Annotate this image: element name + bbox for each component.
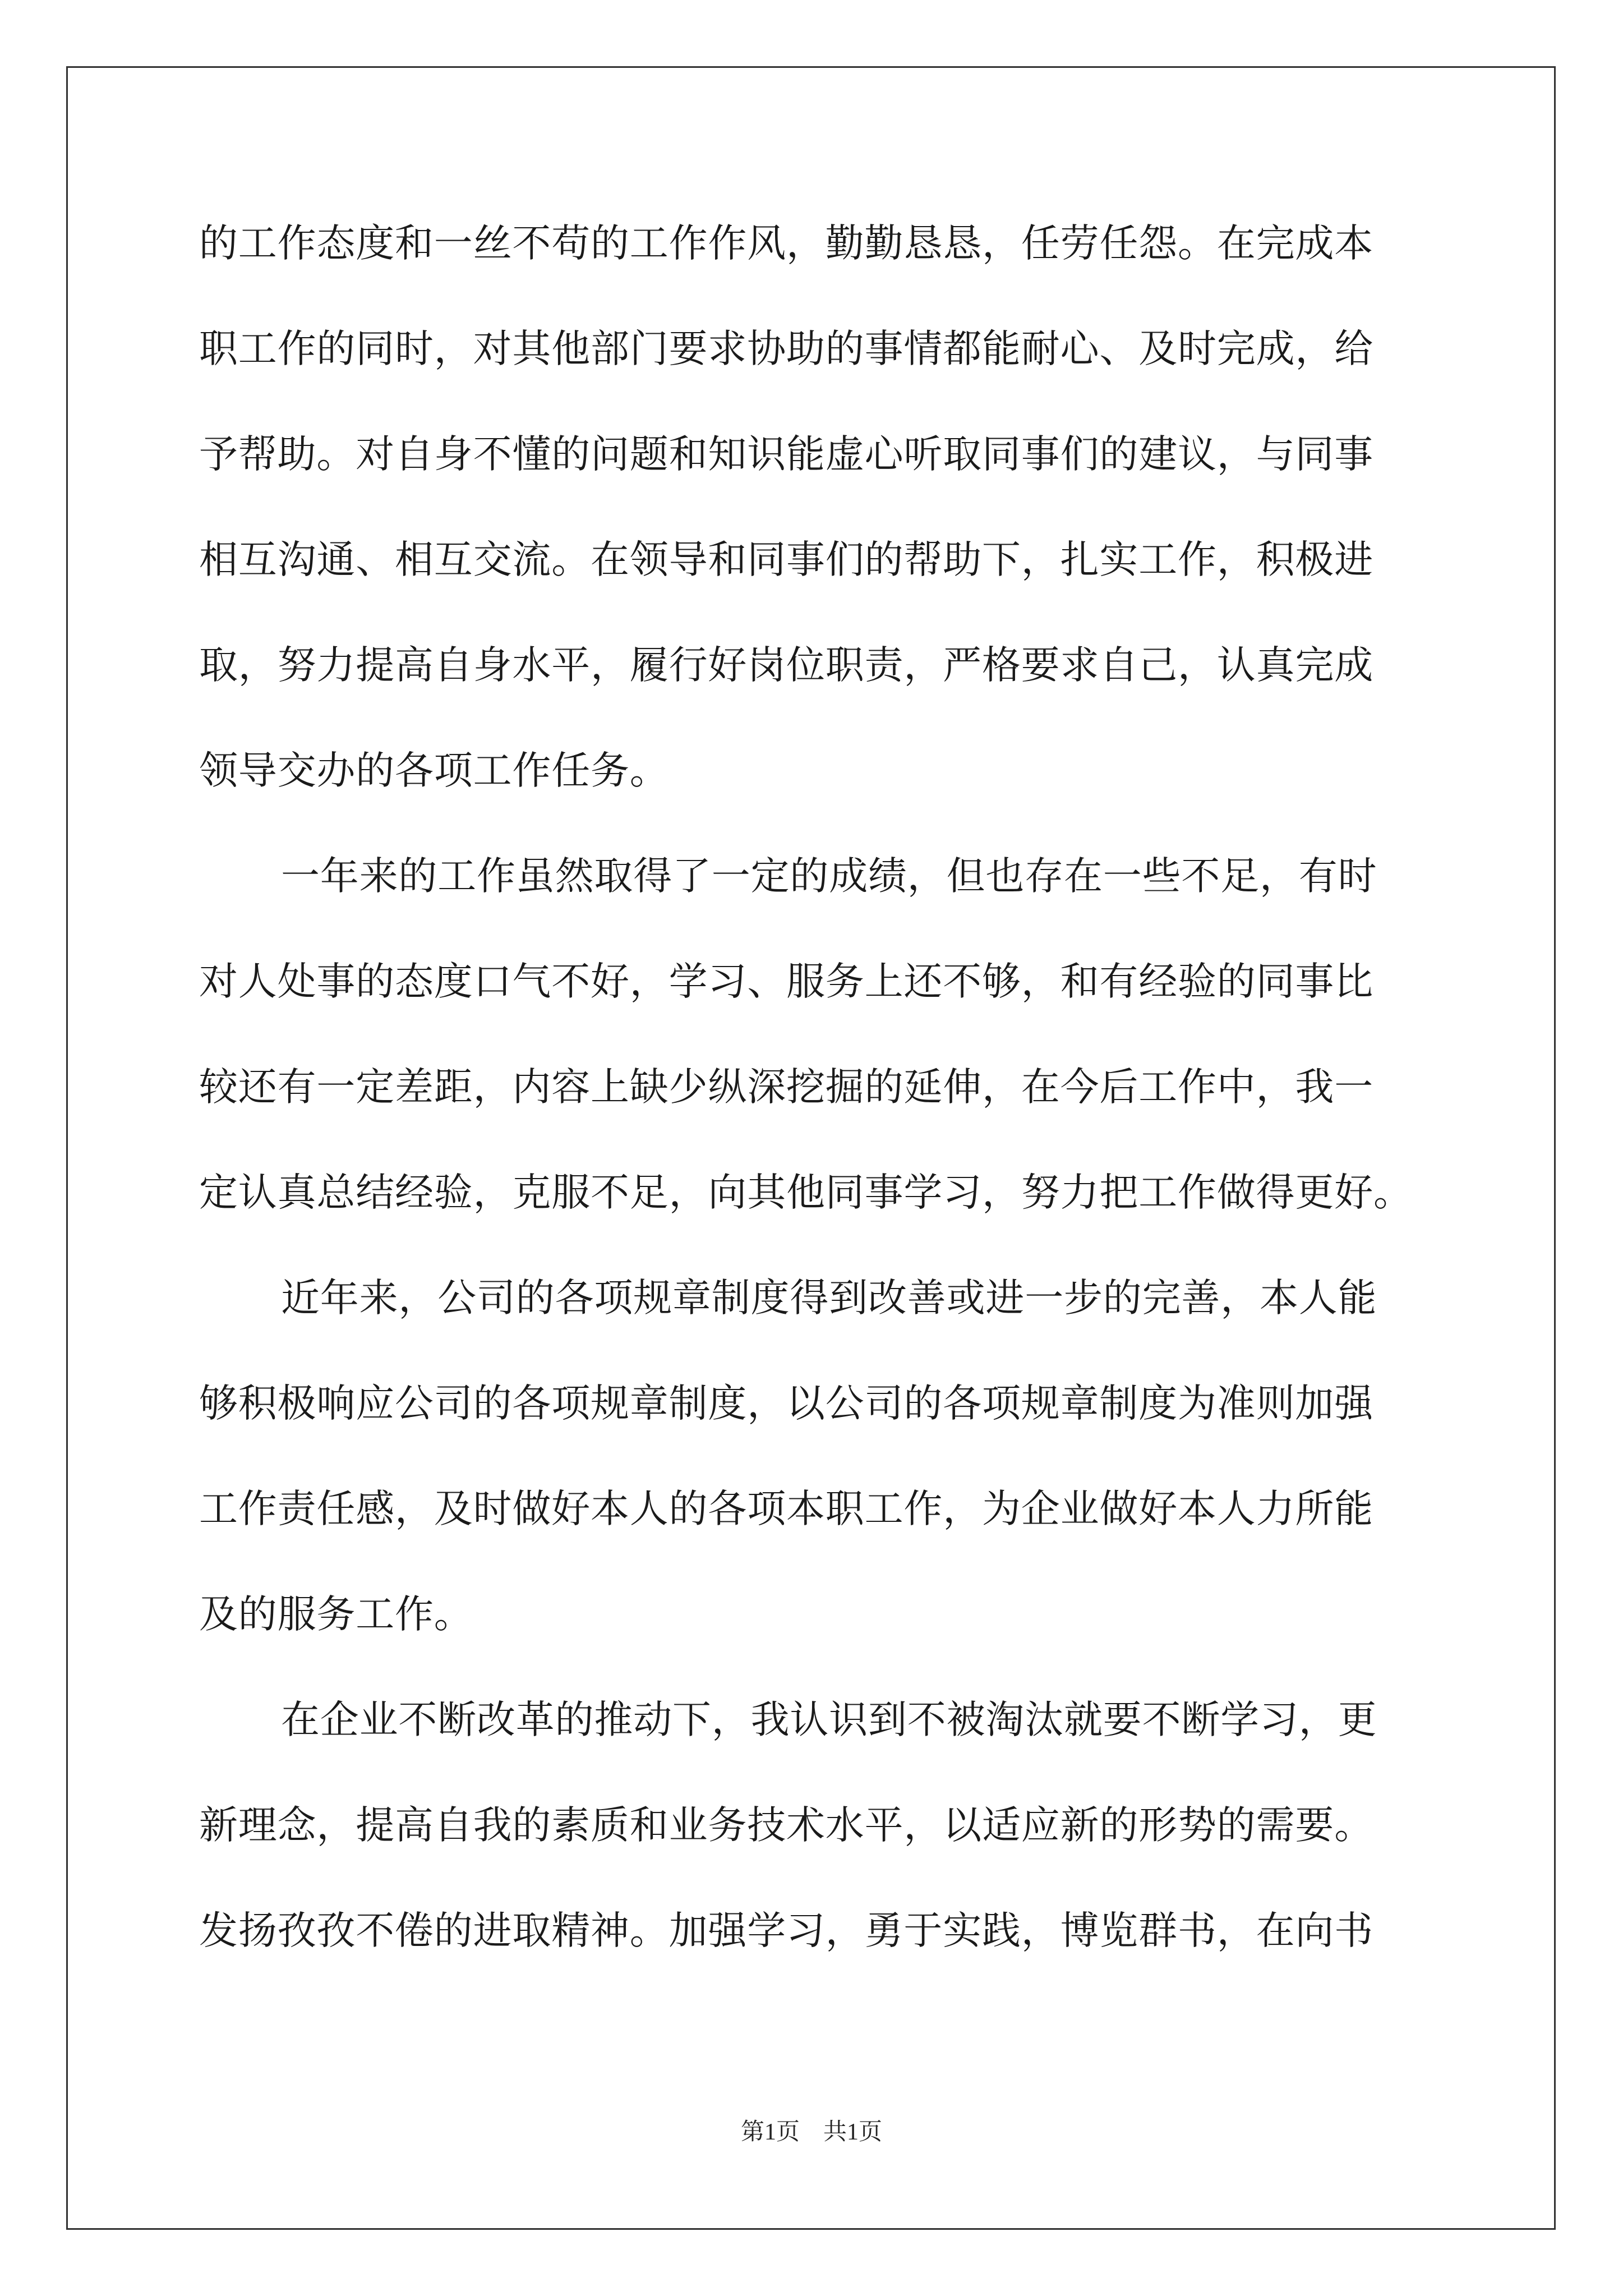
text-line-1: 的工作态度和一丝不苟的工作作风，勤勤恳恳，任劳任怨。在完成本 [199,221,1373,266]
text-line-9: 较还有一定差距，内容上缺少纵深挖掘的延伸，在今后工作中，我一 [199,1065,1373,1110]
document-body [199,215,1433,2008]
text-line-15: 在企业不断改革的推动下，我认识到不被淘汰就要不断学习，更 [281,1697,1377,1742]
text-line-2: 职工作的同时，对其他部门要求协助的事情都能耐心、及时完成，给 [199,326,1373,371]
text-line-8: 对人处事的态度口气不好，学习、服务上还不够，和有经验的同事比 [199,959,1373,1004]
text-line-4: 相互沟通、相互交流。在领导和同事们的帮助下，扎实工作，积极进 [199,537,1373,582]
text-line-16: 新理念，提高自我的素质和业务技术水平，以适应新的形势的需要。 [199,1803,1373,1848]
page-footer [0,2113,1623,2147]
text-line-5: 取，努力提高自身水平，履行好岗位职责，严格要求自己，认真完成 [199,643,1373,688]
text-line-3: 予帮助。对自身不懂的问题和知识能虚心听取同事们的建议，与同事 [199,432,1373,477]
text-line-10: 定认真总结经验，克服不足，向其他同事学习，努力把工作做得更好。 [199,1170,1413,1215]
text-line-11: 近年来，公司的各项规章制度得到改善或进一步的完善，本人能 [281,1276,1377,1320]
text-line-12: 够积极响应公司的各项规章制度，以公司的各项规章制度为准则加强 [199,1381,1373,1426]
text-line-13: 工作责任感，及时做好本人的各项本职工作，为企业做好本人力所能 [199,1487,1373,1531]
page-total: 共1页 [823,2119,883,2145]
page-number: 第1页 [740,2119,800,2145]
text-line-6: 领导交办的各项工作任务。 [199,748,669,793]
text-line-7: 一年来的工作虽然取得了一定的成绩，但也存在一些不足，有时 [281,854,1377,899]
text-line-17: 发扬孜孜不倦的进取精神。加强学习，勇于实践，博览群书，在向书 [199,1908,1373,1953]
text-line-14: 及的服务工作。 [199,1592,473,1637]
